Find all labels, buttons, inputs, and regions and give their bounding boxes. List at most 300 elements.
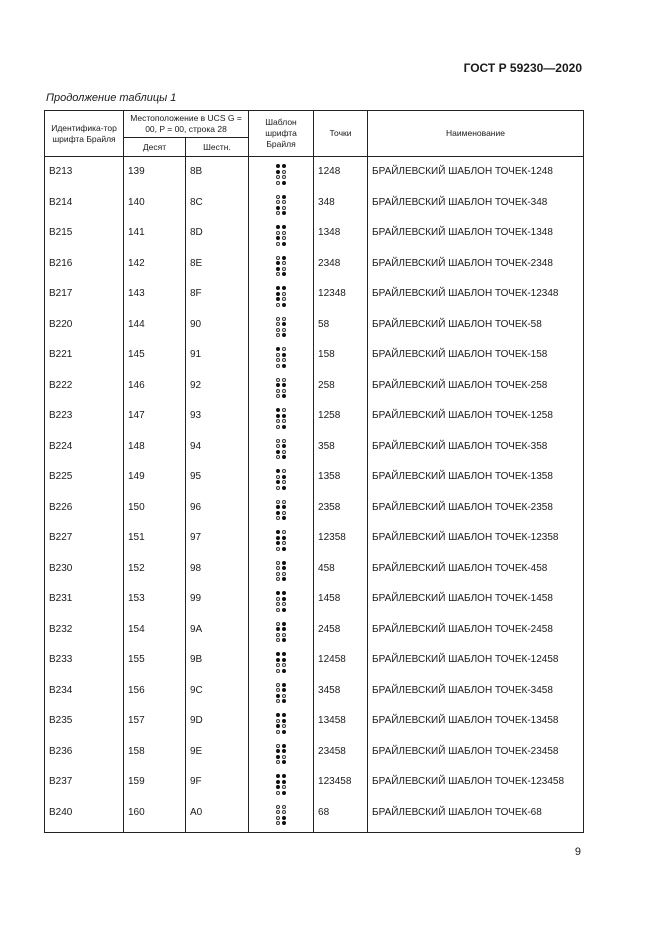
cell-name-text: БРАЙЛЕВСКИЙ ШАБЛОН ТОЧЕК-3458 bbox=[372, 684, 553, 696]
braille-dot bbox=[282, 225, 286, 229]
cell-id-text: B226 bbox=[49, 501, 73, 513]
braille-dot bbox=[282, 755, 286, 759]
cell-name bbox=[368, 676, 584, 707]
cell-hex bbox=[186, 737, 249, 768]
cell-hex-text: 9E bbox=[190, 745, 203, 757]
cell-name-text: БРАЙЛЕВСКИЙ ШАБЛОН ТОЧЕК-1348 bbox=[372, 227, 553, 238]
braille-dot bbox=[276, 699, 280, 703]
braille-dot bbox=[282, 236, 286, 240]
cell-hex bbox=[186, 279, 249, 310]
braille-dot bbox=[276, 602, 280, 606]
cell-id-text: B224 bbox=[49, 440, 73, 452]
cell-dec-text: 145 bbox=[128, 349, 145, 360]
cell-dots bbox=[314, 737, 368, 768]
braille-dot bbox=[282, 200, 286, 204]
cell-id bbox=[45, 615, 124, 646]
table-row bbox=[45, 371, 584, 402]
braille-dot bbox=[276, 175, 280, 179]
table-row bbox=[45, 218, 584, 249]
table-row bbox=[45, 310, 584, 341]
cell-name-text: БРАЙЛЕВСКИЙ ШАБЛОН ТОЧЕК-2358 bbox=[372, 501, 553, 513]
braille-dot bbox=[282, 516, 286, 520]
cell-id-text: B223 bbox=[49, 410, 73, 421]
braille-dot bbox=[282, 170, 286, 174]
cell-dots-text: 1458 bbox=[318, 593, 341, 604]
cell-hex-text: 98 bbox=[190, 562, 202, 574]
cell-name-text: БРАЙЛЕВСКИЙ ШАБЛОН ТОЧЕК-23458 bbox=[372, 745, 559, 757]
cell-braille-pattern bbox=[249, 554, 314, 585]
cell-id-text: B216 bbox=[49, 257, 73, 269]
braille-dot bbox=[282, 622, 286, 626]
braille-dot bbox=[282, 791, 286, 795]
braille-dot bbox=[282, 683, 286, 687]
braille-dot bbox=[282, 541, 286, 545]
cell-id-text: B225 bbox=[49, 471, 73, 482]
table-row bbox=[45, 584, 584, 615]
cell-dec-text: 156 bbox=[128, 684, 145, 696]
braille-dot bbox=[282, 816, 286, 820]
cell-dots bbox=[314, 371, 368, 402]
braille-dot bbox=[282, 713, 286, 717]
cell-id bbox=[45, 432, 124, 463]
cell-dec bbox=[124, 432, 186, 463]
cell-id-text: B235 bbox=[49, 715, 73, 726]
braille-dot bbox=[282, 419, 286, 423]
cell-dots-text: 23458 bbox=[318, 745, 346, 757]
braille-pattern-icon bbox=[276, 347, 286, 368]
braille-dot bbox=[276, 821, 280, 825]
braille-dot bbox=[282, 633, 286, 637]
braille-dot bbox=[282, 608, 286, 612]
cell-hex-text: 95 bbox=[190, 471, 202, 482]
braille-dot bbox=[276, 608, 280, 612]
braille-dot bbox=[282, 597, 286, 601]
table-header bbox=[45, 111, 584, 157]
cell-dec bbox=[124, 554, 186, 585]
cell-name-text: БРАЙЛЕВСКИЙ ШАБЛОН ТОЧЕК-1358 bbox=[372, 471, 553, 482]
cell-hex-text: 8E bbox=[190, 257, 203, 269]
braille-dot bbox=[282, 821, 286, 825]
cell-dec-text: 157 bbox=[128, 715, 145, 726]
cell-name bbox=[368, 615, 584, 646]
cell-id bbox=[45, 188, 124, 219]
table-row bbox=[45, 706, 584, 737]
cell-hex-text: 92 bbox=[190, 379, 202, 391]
table-row bbox=[45, 615, 584, 646]
cell-dec bbox=[124, 523, 186, 554]
cell-hex bbox=[186, 432, 249, 463]
cell-braille-pattern bbox=[249, 615, 314, 646]
cell-hex bbox=[186, 462, 249, 493]
cell-dots-text: 13458 bbox=[318, 715, 346, 726]
cell-dots-text: 1348 bbox=[318, 227, 341, 238]
cell-name-text: БРАЙЛЕВСКИЙ ШАБЛОН ТОЧЕК-1258 bbox=[372, 410, 553, 421]
braille-dot bbox=[276, 816, 280, 820]
cell-name-text: БРАЙЛЕВСКИЙ ШАБЛОН ТОЧЕК-68 bbox=[372, 806, 542, 818]
braille-dot bbox=[276, 638, 280, 642]
cell-braille-pattern bbox=[249, 371, 314, 402]
cell-name bbox=[368, 798, 584, 833]
cell-dots bbox=[314, 188, 368, 219]
braille-dot bbox=[282, 591, 286, 595]
braille-dot bbox=[276, 364, 280, 368]
cell-dots-text: 12348 bbox=[318, 288, 346, 299]
document-code: ГОСТ Р 59230—2020 bbox=[463, 61, 582, 75]
cell-name-text: БРАЙЛЕВСКИЙ ШАБЛОН ТОЧЕК-12458 bbox=[372, 654, 559, 665]
cell-name-text: БРАЙЛЕВСКИЙ ШАБЛОН ТОЧЕК-12348 bbox=[372, 288, 559, 299]
braille-pattern-icon bbox=[276, 225, 286, 246]
braille-dot bbox=[276, 730, 280, 734]
braille-dot bbox=[282, 256, 286, 260]
cell-dec bbox=[124, 310, 186, 341]
braille-dot bbox=[276, 206, 280, 210]
braille-dot bbox=[282, 652, 286, 656]
cell-id bbox=[45, 706, 124, 737]
braille-pattern-icon bbox=[276, 652, 286, 673]
braille-dot bbox=[282, 536, 286, 540]
cell-name bbox=[368, 218, 584, 249]
braille-pattern-icon bbox=[276, 530, 286, 551]
braille-dot bbox=[276, 408, 280, 412]
braille-pattern-icon bbox=[276, 683, 286, 704]
cell-braille-pattern bbox=[249, 340, 314, 371]
cell-dec-text: 158 bbox=[128, 745, 145, 757]
cell-braille-pattern bbox=[249, 401, 314, 432]
cell-braille-pattern bbox=[249, 676, 314, 707]
cell-braille-pattern bbox=[249, 188, 314, 219]
braille-dot bbox=[276, 810, 280, 814]
braille-dot bbox=[282, 450, 286, 454]
cell-hex bbox=[186, 706, 249, 737]
cell-id-text: B240 bbox=[49, 806, 73, 818]
cell-dots-text: 68 bbox=[318, 806, 330, 818]
table-row bbox=[45, 249, 584, 280]
cell-braille-pattern bbox=[249, 493, 314, 524]
cell-braille-pattern bbox=[249, 249, 314, 280]
cell-braille-pattern bbox=[249, 767, 314, 798]
braille-dot bbox=[276, 622, 280, 626]
cell-hex bbox=[186, 249, 249, 280]
cell-dots bbox=[314, 523, 368, 554]
cell-name-text: БРАЙЛЕВСКИЙ ШАБЛОН ТОЧЕК-1458 bbox=[372, 593, 553, 604]
cell-id bbox=[45, 401, 124, 432]
cell-dec-text: 152 bbox=[128, 562, 145, 574]
braille-dot bbox=[282, 511, 286, 515]
header-hex: Шестн. bbox=[186, 138, 249, 157]
braille-dot bbox=[282, 469, 286, 473]
braille-pattern-icon bbox=[276, 805, 286, 826]
braille-dot bbox=[282, 547, 286, 551]
braille-pattern-icon bbox=[276, 256, 286, 277]
braille-dot bbox=[276, 358, 280, 362]
braille-pattern-icon bbox=[276, 744, 286, 765]
braille-dot bbox=[282, 195, 286, 199]
cell-name bbox=[368, 188, 584, 219]
cell-hex bbox=[186, 218, 249, 249]
cell-dec-text: 144 bbox=[128, 318, 145, 330]
cell-name-text: БРАЙЛЕВСКИЙ ШАБЛОН ТОЧЕК-1248 bbox=[372, 166, 553, 177]
cell-dec-text: 150 bbox=[128, 501, 145, 513]
braille-dot bbox=[282, 760, 286, 764]
cell-dots-text: 58 bbox=[318, 318, 330, 330]
braille-dot bbox=[282, 486, 286, 490]
cell-braille-pattern bbox=[249, 157, 314, 188]
braille-dot bbox=[282, 774, 286, 778]
braille-dot bbox=[282, 425, 286, 429]
braille-dot bbox=[276, 597, 280, 601]
cell-hex-text: 9A bbox=[190, 623, 203, 635]
braille-dot bbox=[282, 439, 286, 443]
cell-hex-text: 9F bbox=[190, 776, 202, 787]
cell-dots bbox=[314, 249, 368, 280]
cell-id bbox=[45, 645, 124, 676]
cell-hex bbox=[186, 584, 249, 615]
cell-hex bbox=[186, 523, 249, 554]
braille-dot bbox=[282, 749, 286, 753]
braille-dot bbox=[282, 292, 286, 296]
braille-dot bbox=[276, 389, 280, 393]
braille-dot bbox=[276, 272, 280, 276]
braille-pattern-icon bbox=[276, 561, 286, 582]
braille-dot bbox=[282, 378, 286, 382]
braille-dot bbox=[282, 211, 286, 215]
table-row bbox=[45, 798, 584, 833]
braille-dot bbox=[276, 500, 280, 504]
braille-dot bbox=[276, 577, 280, 581]
cell-hex-text: 94 bbox=[190, 440, 202, 452]
cell-dec bbox=[124, 615, 186, 646]
cell-name-text: БРАЙЛЕВСКИЙ ШАБЛОН ТОЧЕК-12358 bbox=[372, 532, 559, 543]
braille-dot bbox=[276, 236, 280, 240]
braille-dot bbox=[282, 694, 286, 698]
braille-dot bbox=[276, 749, 280, 753]
braille-pattern-icon bbox=[276, 500, 286, 521]
braille-dot bbox=[276, 450, 280, 454]
cell-id-text: B237 bbox=[49, 776, 73, 787]
braille-dot bbox=[276, 688, 280, 692]
cell-hex bbox=[186, 157, 249, 188]
cell-dots-text: 2458 bbox=[318, 623, 341, 635]
cell-hex-text: 99 bbox=[190, 593, 202, 604]
braille-dot bbox=[276, 547, 280, 551]
braille-dot bbox=[276, 785, 280, 789]
cell-name-text: БРАЙЛЕВСКИЙ ШАБЛОН ТОЧЕК-2348 bbox=[372, 257, 553, 269]
braille-dot bbox=[276, 480, 280, 484]
braille-dot bbox=[282, 699, 286, 703]
cell-dec-text: 140 bbox=[128, 196, 145, 208]
braille-dot bbox=[282, 414, 286, 418]
braille-dot bbox=[276, 286, 280, 290]
braille-pattern-icon bbox=[276, 591, 286, 612]
cell-id-text: B227 bbox=[49, 532, 73, 543]
table-body bbox=[45, 157, 584, 833]
cell-id bbox=[45, 249, 124, 280]
braille-dot bbox=[282, 206, 286, 210]
cell-hex bbox=[186, 676, 249, 707]
cell-id bbox=[45, 554, 124, 585]
braille-dot bbox=[276, 633, 280, 637]
cell-hex-text: 97 bbox=[190, 532, 202, 543]
braille-dot bbox=[276, 353, 280, 357]
cell-dec-text: 160 bbox=[128, 806, 145, 818]
cell-hex bbox=[186, 310, 249, 341]
cell-hex bbox=[186, 188, 249, 219]
cell-dec bbox=[124, 340, 186, 371]
table-row bbox=[45, 432, 584, 463]
braille-dot bbox=[276, 394, 280, 398]
cell-hex bbox=[186, 645, 249, 676]
cell-dots bbox=[314, 157, 368, 188]
braille-dot bbox=[282, 730, 286, 734]
braille-dot bbox=[276, 383, 280, 387]
cell-id-text: B217 bbox=[49, 288, 73, 299]
braille-dot bbox=[276, 414, 280, 418]
braille-dot bbox=[276, 200, 280, 204]
cell-dec-text: 154 bbox=[128, 623, 145, 635]
braille-dot bbox=[276, 164, 280, 168]
braille-dot bbox=[276, 225, 280, 229]
cell-braille-pattern bbox=[249, 584, 314, 615]
cell-braille-pattern bbox=[249, 523, 314, 554]
braille-dot bbox=[276, 530, 280, 534]
cell-dec-text: 155 bbox=[128, 654, 145, 665]
cell-dec bbox=[124, 401, 186, 432]
header-dots: Точки bbox=[314, 111, 368, 157]
cell-name bbox=[368, 584, 584, 615]
braille-dot bbox=[276, 755, 280, 759]
braille-dot bbox=[276, 486, 280, 490]
braille-dot bbox=[282, 500, 286, 504]
braille-dot bbox=[276, 256, 280, 260]
braille-dot bbox=[276, 322, 280, 326]
table-row bbox=[45, 401, 584, 432]
braille-dot bbox=[282, 286, 286, 290]
cell-id bbox=[45, 462, 124, 493]
cell-name bbox=[368, 767, 584, 798]
cell-dots-text: 1258 bbox=[318, 410, 341, 421]
cell-dec-text: 153 bbox=[128, 593, 145, 604]
cell-hex-text: A0 bbox=[190, 806, 203, 818]
cell-name-text: БРАЙЛЕВСКИЙ ШАБЛОН ТОЧЕК-258 bbox=[372, 379, 548, 391]
cell-name bbox=[368, 432, 584, 463]
cell-dots-text: 348 bbox=[318, 196, 335, 208]
cell-name-text: БРАЙЛЕВСКИЙ ШАБЛОН ТОЧЕК-58 bbox=[372, 318, 542, 330]
cell-braille-pattern bbox=[249, 279, 314, 310]
cell-name bbox=[368, 554, 584, 585]
cell-id bbox=[45, 310, 124, 341]
cell-id-text: B234 bbox=[49, 684, 73, 696]
braille-dot bbox=[276, 627, 280, 631]
cell-dec bbox=[124, 706, 186, 737]
cell-name bbox=[368, 523, 584, 554]
braille-pattern-icon bbox=[276, 622, 286, 643]
cell-id bbox=[45, 584, 124, 615]
cell-dec bbox=[124, 279, 186, 310]
cell-dec bbox=[124, 676, 186, 707]
braille-dot bbox=[276, 455, 280, 459]
cell-dots-text: 12358 bbox=[318, 532, 346, 543]
cell-hex bbox=[186, 767, 249, 798]
braille-dot bbox=[276, 469, 280, 473]
cell-dots bbox=[314, 798, 368, 833]
braille-dot bbox=[276, 669, 280, 673]
cell-id-text: B230 bbox=[49, 562, 73, 574]
braille-pattern-icon bbox=[276, 286, 286, 307]
braille-dot bbox=[282, 566, 286, 570]
cell-braille-pattern bbox=[249, 310, 314, 341]
cell-hex-text: 8D bbox=[190, 227, 203, 238]
cell-dec bbox=[124, 645, 186, 676]
braille-dot bbox=[282, 317, 286, 321]
cell-hex-text: 8B bbox=[190, 166, 203, 177]
table-row bbox=[45, 645, 584, 676]
braille-dot bbox=[276, 267, 280, 271]
table-row bbox=[45, 767, 584, 798]
braille-dot bbox=[282, 780, 286, 784]
cell-dots-text: 2348 bbox=[318, 257, 341, 269]
cell-dots bbox=[314, 218, 368, 249]
cell-dec-text: 141 bbox=[128, 227, 145, 238]
braille-dot bbox=[282, 358, 286, 362]
cell-dots bbox=[314, 462, 368, 493]
braille-dot bbox=[276, 791, 280, 795]
braille-dot bbox=[282, 175, 286, 179]
cell-dots bbox=[314, 645, 368, 676]
braille-dot bbox=[282, 261, 286, 265]
cell-dots bbox=[314, 340, 368, 371]
braille-dot bbox=[276, 444, 280, 448]
cell-dec-text: 148 bbox=[128, 440, 145, 452]
cell-hex bbox=[186, 371, 249, 402]
braille-dot bbox=[282, 663, 286, 667]
braille-dot bbox=[282, 785, 286, 789]
cell-id-text: B221 bbox=[49, 349, 73, 360]
cell-name bbox=[368, 645, 584, 676]
braille-pattern-icon bbox=[276, 469, 286, 490]
braille-dot bbox=[282, 303, 286, 307]
braille-dot bbox=[276, 652, 280, 656]
header-pattern: Шаблон шрифта Брайля bbox=[249, 111, 314, 157]
header-id: Идентифика-тор шрифта Брайля bbox=[45, 111, 124, 157]
cell-hex-text: 91 bbox=[190, 349, 202, 360]
cell-id-text: B232 bbox=[49, 623, 73, 635]
cell-braille-pattern bbox=[249, 706, 314, 737]
cell-dots bbox=[314, 401, 368, 432]
page-number: 9 bbox=[574, 846, 581, 858]
cell-hex-text: 9B bbox=[190, 654, 203, 665]
braille-dot bbox=[282, 455, 286, 459]
braille-dot bbox=[282, 333, 286, 337]
braille-dot bbox=[276, 439, 280, 443]
cell-hex-text: 9D bbox=[190, 715, 203, 726]
table-row bbox=[45, 737, 584, 768]
braille-dot bbox=[282, 328, 286, 332]
braille-dot bbox=[276, 566, 280, 570]
braille-pattern-icon bbox=[276, 164, 286, 185]
cell-id bbox=[45, 523, 124, 554]
braille-dot bbox=[276, 694, 280, 698]
braille-dot bbox=[282, 272, 286, 276]
cell-dec-text: 142 bbox=[128, 257, 145, 269]
cell-braille-pattern bbox=[249, 645, 314, 676]
header-dec: Десят bbox=[124, 138, 186, 157]
cell-dots-text: 358 bbox=[318, 440, 335, 452]
braille-dot bbox=[276, 328, 280, 332]
braille-dot bbox=[282, 724, 286, 728]
braille-dot bbox=[282, 505, 286, 509]
braille-dot bbox=[276, 317, 280, 321]
cell-dec bbox=[124, 462, 186, 493]
